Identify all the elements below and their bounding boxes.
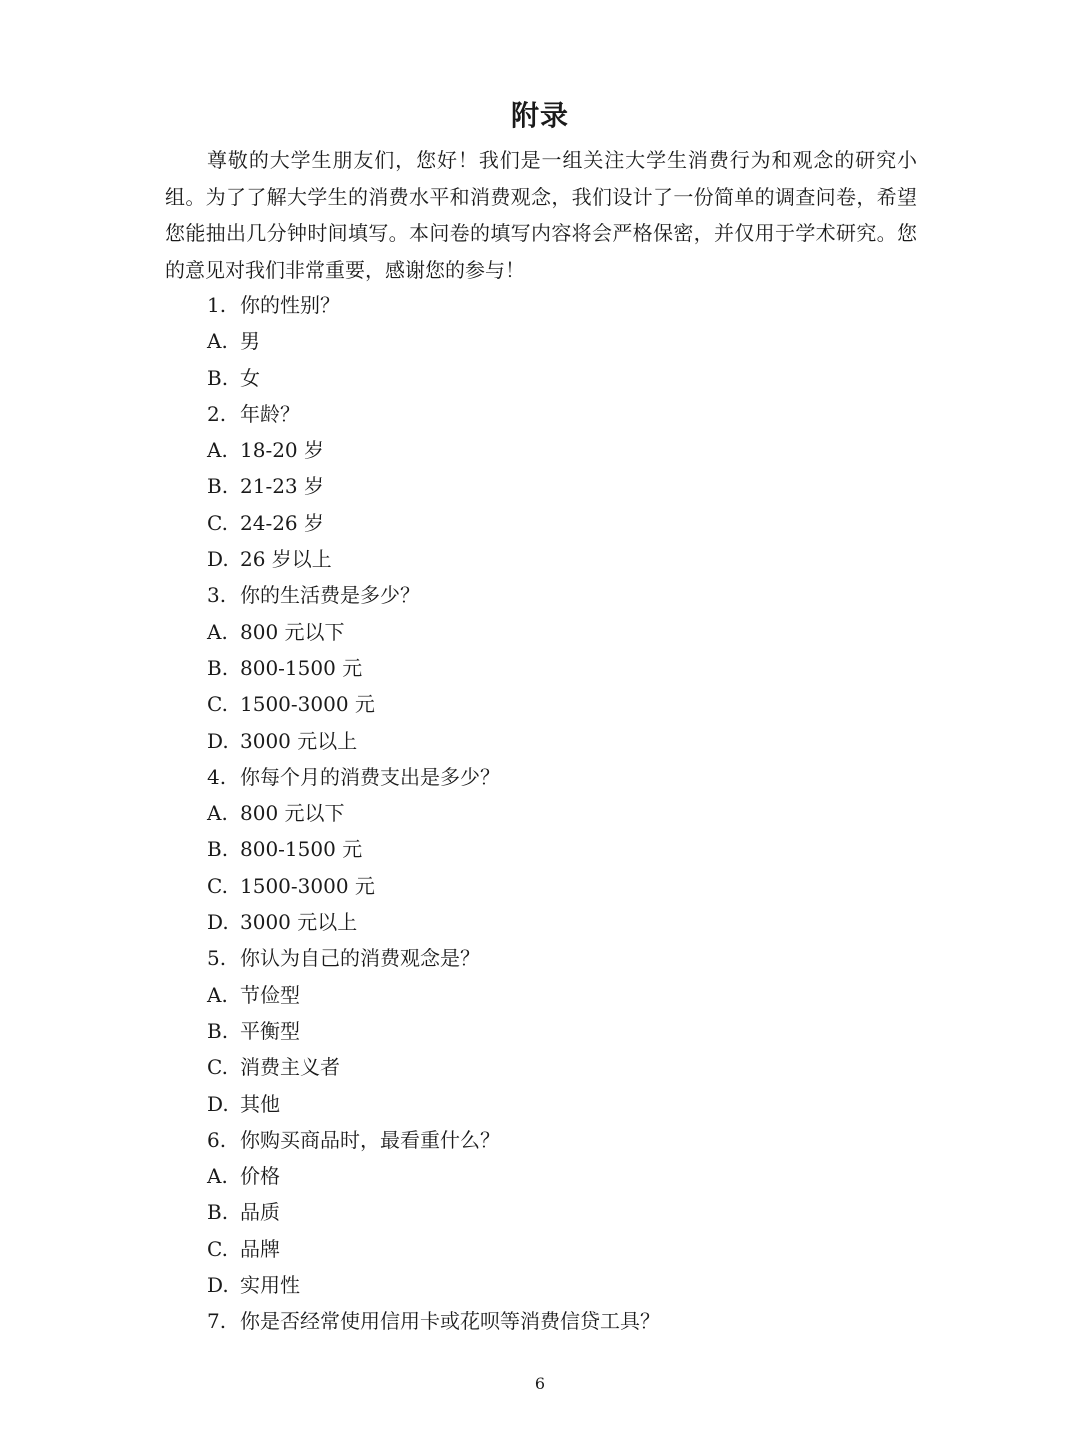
- option-text: 3000 元以上: [240, 728, 358, 753]
- option-letter: C.: [207, 1236, 228, 1261]
- question-number: 2.: [207, 401, 227, 426]
- option-text: 女: [240, 365, 260, 390]
- survey-question: [207, 1303, 927, 1339]
- option-letter: B.: [207, 655, 229, 680]
- survey-option: [207, 1194, 927, 1230]
- question-number: 7.: [207, 1309, 227, 1334]
- option-text: 800 元以下: [240, 801, 345, 826]
- survey-option: [207, 1231, 927, 1267]
- question-text: 你认为自己的消费观念是？: [240, 946, 480, 971]
- option-letter: D.: [207, 1273, 229, 1298]
- question-text: 你的生活费是多少？: [240, 583, 420, 608]
- survey-question: [207, 940, 927, 976]
- option-text: 品牌: [240, 1236, 280, 1261]
- option-letter: A.: [207, 982, 228, 1007]
- survey-option: [207, 468, 927, 504]
- question-number: 3.: [207, 583, 227, 608]
- option-letter: B.: [207, 474, 229, 499]
- option-letter: B.: [207, 837, 229, 862]
- survey-option: [207, 650, 927, 686]
- option-text: 品质: [240, 1200, 280, 1225]
- option-letter: D.: [207, 910, 229, 935]
- option-text: 18-20 岁: [240, 438, 325, 463]
- option-text: 节俭型: [240, 982, 300, 1007]
- option-text: 800-1500 元: [240, 837, 363, 862]
- page-title: 附录: [510, 99, 569, 132]
- survey-option: [207, 795, 927, 831]
- option-letter: A.: [207, 619, 228, 644]
- option-text: 消费主义者: [240, 1055, 340, 1080]
- survey-option: [207, 686, 927, 722]
- question-number: 4.: [207, 764, 227, 789]
- option-text: 800 元以下: [240, 619, 345, 644]
- option-letter: C.: [207, 873, 228, 898]
- option-letter: A.: [207, 329, 228, 354]
- survey-option: [207, 541, 927, 577]
- page-number: 6: [534, 1374, 546, 1393]
- option-letter: C.: [207, 692, 228, 717]
- question-number: 6.: [207, 1127, 227, 1152]
- option-letter: A.: [207, 438, 228, 463]
- survey-option: [207, 614, 927, 650]
- survey-option: [207, 1086, 927, 1122]
- survey-option: [207, 977, 927, 1013]
- survey-option: [207, 1049, 927, 1085]
- survey-question: [207, 759, 927, 795]
- survey-question: [207, 396, 927, 432]
- option-text: 3000 元以上: [240, 910, 358, 935]
- option-text: 其他: [240, 1091, 280, 1116]
- option-text: 1500-3000 元: [240, 873, 375, 898]
- option-letter: A.: [207, 1164, 228, 1189]
- survey-option: [207, 1267, 927, 1303]
- intro-paragraph: 尊敬的大学生朋友们，您好！我们是一组关注大学生消费行为和观念的研究小组。为了了解大学生的消费水平和消费观念，我们设计了一份简单的调查问卷，希望您能抽出几分钟时间填写。本问卷的填写内容将会严格保密，并仅用于学术研究。您的意见对我们非常重要，感谢您的参与！: [165, 148, 917, 282]
- option-letter: D.: [207, 1091, 229, 1116]
- option-text: 平衡型: [240, 1018, 300, 1043]
- question-text: 你每个月的消费支出是多少？: [240, 764, 500, 789]
- option-letter: B.: [207, 1018, 229, 1043]
- question-text: 你的性别？: [240, 293, 340, 317]
- option-text: 实用性: [240, 1273, 300, 1298]
- survey-option: [207, 323, 927, 359]
- option-text: 1500-3000 元: [240, 692, 375, 717]
- survey-question: [207, 577, 927, 613]
- option-letter: B.: [207, 365, 229, 390]
- option-text: 26 岁以上: [240, 547, 332, 572]
- survey-option: [207, 868, 927, 904]
- survey-option: [207, 432, 927, 468]
- survey-option: [207, 904, 927, 940]
- option-letter: A.: [207, 801, 228, 826]
- survey-question: [207, 1122, 927, 1158]
- option-letter: C.: [207, 510, 228, 535]
- survey-option: [207, 505, 927, 541]
- option-letter: D.: [207, 547, 229, 572]
- question-text: 年龄？: [240, 401, 300, 426]
- option-letter: D.: [207, 728, 229, 753]
- question-text: 你是否经常使用信用卡或花呗等消费信贷工具？: [240, 1309, 660, 1334]
- survey-question: [207, 287, 927, 323]
- option-text: 21-23 岁: [240, 474, 325, 499]
- survey-option: [207, 723, 927, 759]
- question-text: 你购买商品时，最看重什么？: [240, 1127, 500, 1152]
- survey-option: [207, 1158, 927, 1194]
- option-text: 800-1500 元: [240, 655, 363, 680]
- survey-option: [207, 1013, 927, 1049]
- option-text: 价格: [240, 1164, 280, 1189]
- survey-option: [207, 831, 927, 867]
- question-number: 1.: [207, 293, 227, 317]
- question-number: 5.: [207, 946, 227, 971]
- option-letter: B.: [207, 1200, 229, 1225]
- survey-question-list: [207, 287, 927, 1340]
- option-letter: C.: [207, 1055, 228, 1080]
- option-text: 男: [240, 329, 260, 354]
- survey-option: [207, 360, 927, 396]
- option-text: 24-26 岁: [240, 510, 325, 535]
